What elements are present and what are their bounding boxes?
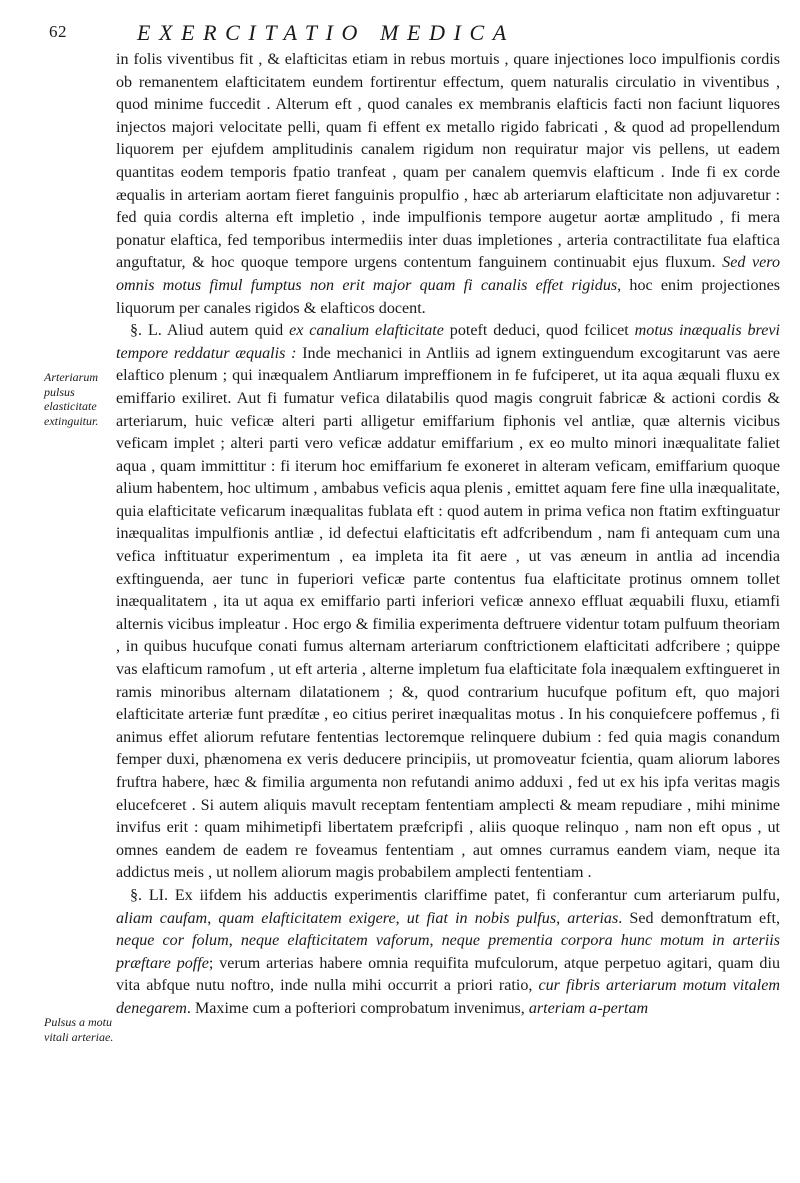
- page-number: 62: [49, 22, 67, 41]
- margin-note-arteriarum: Arteriarum pulsus elasticitate extinguitur.: [44, 370, 99, 428]
- running-title: EXERCITATIO MEDICA: [137, 20, 515, 45]
- paragraph-2: §. L. Aliud autem quid ex canalium elafticitate poteft deduci, quod fcilicet motus inæqualis brevi tempore reddatur æqualis : Inde mechanici in Antliis ad ignem extinguendum excogitarunt vas aere elaftico plenum ; qui inæqualem Antliarum impreffionem in fe fufciperet, ut ita aqua æquali fluxu ex emiffario exiliret. Aut fi fumatur vefica dilatabilis quod magis congruit fabricæ & actioni cordis & arteriarum, huic veficæ alteri parti alligetur emiffarium fiphonis vel antliæ, quæ alternis vicibus veficam implet ; alteri parti vero veficæ addatur emiffarium , ex eo multo minori inæqualitate faliet aqua , quam immittitur : fi iterum hoc emiffarium fe exoneret in alteram veficam, emiffarium quoque alium habentem, hoc ultimum , ambabus veficis aqua plenis , emittet aquam fere fine ulla inæqualitate, quia elafticitate veficarum inæqualitas fublata eft : quod autem in prima vefica non ftatim exftinguatur inæqualitas impulfionis antliæ , id defectui elafticitatis eft adfcribendum , nam fi antequam cum una vefica inftituatur experimentum , ea impleta ita fit aere , ut vas æneum in antlia ad incendia exftinguenda, aer tunc in fuperiori veficæ parte contentus fua elafticitate protinus omnem tollet inæqualitatem , ita ut aqua ex emiffario parti inferiori veficæ annexo effluat æquabili fluxu, etiamfi alternis vicibus impleatur . Hoc ergo & fimilia experimenta deftruere videntur totam pulfuum theoriam , in quibus hucufque conati fumus alternam arteriarum conftrictionem elafticitati adfcribere ; quippe vas elafticum ramofum , ut eft arteria , alterne impletum fua elafticitate fola inæqualem exftingueret in ramis minoribus alternam dilatationem ; &, quod contrarium hucufque pofitum eft, quo majori elafticitate arteriæ funt prædítæ , eo citius periret inæqualitas motus . In his conquiefcere poffemus , fi animus effet aliorum refutare fententias lectoremque relinquere dubium : fed quia magis conandum femper duxi, phænomena ex veris deducere principiis, ut promoveatur fcientia, quam aliorum labores fruftra habere, hæc & fimilia argumenta non refutandi animo adduxi , fed ut ex his ipfa veritas magis elucefceret . Si autem aliquis mavult receptam fententiam amplecti & meam repudiare , mihi minime invifus erit : quam mihimetipfi libertatem præfcripfi , aliis quoque relinquo , nam non eft opus , ut omnes eandem de eadem re foveamus fententiam , aut omnes curramus eandem viam, neque ita addictus meis , ut nollem aliorum magis probabilem amplecti fententiam .: [116, 322, 780, 882]
- paragraph-3: §. LI. Ex iifdem his adductis experimentis clariffime patet, fi conferantur cum arteriarum pulfu, aliam caufam, quam elafticitatem exigere, ut fiat in nobis pulfus, arterias. Sed demonftratum eft, neque cor folum, neque elafticitatem vaforum, neque prementia corpora hunc motum in arteriis præftare poffe; verum arterias habere omnia requifita mufculorum, atque perpetuo agitari, quam diu vita abfque nutu noftro, inde nulla mihi occurrit a priori ratio, cur fibris arteriarum motum vitalem denegarem. Maxime cum a pofteriori comprobatum invenimus, arteriam a-pertam: [116, 886, 781, 1017]
- margin-note-pulsus: Pulsus a motu vitali arteriae.: [44, 1015, 114, 1044]
- body-text: [116, 49, 780, 1021]
- paragraph-1: in folis viventibus fit , & elafticitas etiam in rebus mortuis , quare injectiones loco impulfionis cordis ob remanentem elafticitatem eundem fortirentur effectum, quem naturalis circulatio in viventibus , quod minime fuccedit . Alterum eft , quod canales ex membranis elafticis facti non faciunt liquores injectos majori velocitate pelli, quam fi effent ex metallo rigido fabricati , & quod ad propellendum liquorem per ejufdem amplitudinis canalem rigidum non requiratur major vis pellens, ut eadem quantitas eodem temporis fpatio tranfeat , quam per canalem quemvis elafticum . Inde fi ex corde æqualis in arteriam aortam fieret fanguinis propulfio , hæc ab arteriarum elafticitate non adjuvaretur : fed quia cordis alterna eft impletio , inde impulfionis tempore augetur aortæ amplitudo , fi mera ponatur elaftica, fed temporibus intermediis inter duas impletiones , arteria contractilitate fua elaftica anguftatur, & hoc quoque tempore urgens contentum fanguinem continuabit ejus fluxum. Sed vero omnis motus fimul fumptus non erit major quam fi canalis effet rigidus, hoc enim projectiones liquorum per canales rigidos & elafticos docent.: [116, 51, 781, 317]
